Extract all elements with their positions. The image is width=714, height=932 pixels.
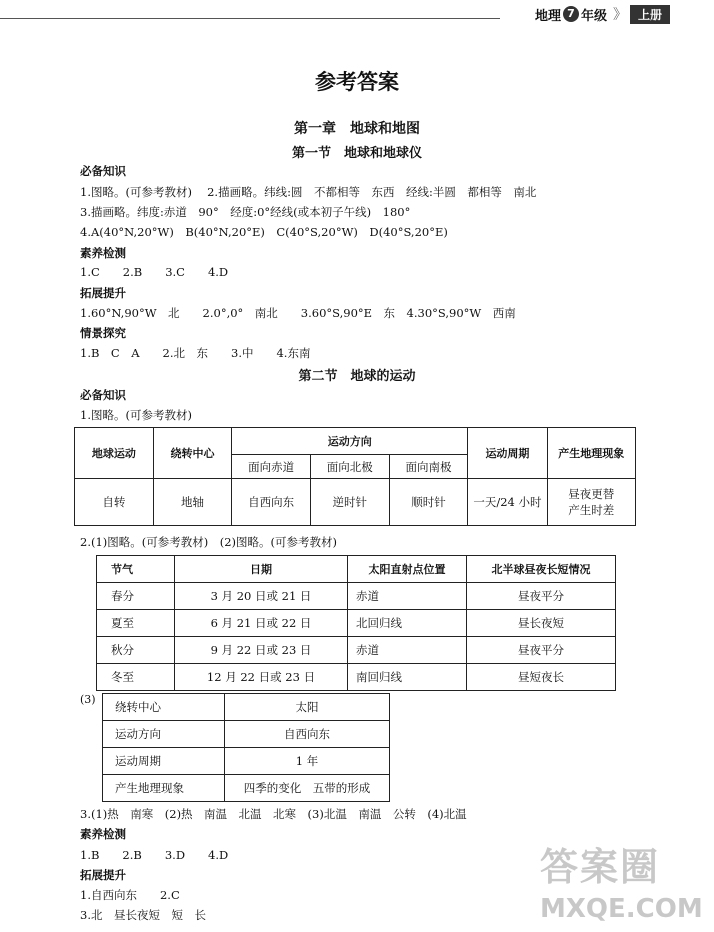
table-cell: 太阳 bbox=[225, 694, 390, 721]
grade-number-badge: 7 bbox=[563, 6, 579, 22]
table-cell: 昼夜平分 bbox=[467, 583, 616, 610]
s2-heading-knowledge: 必备知识 bbox=[80, 388, 126, 402]
s2-answer-line-4: 1.B 2.B 3.D 4.D bbox=[80, 848, 229, 862]
table-cell: 自转 bbox=[75, 479, 154, 526]
s2-answer-line-3: 3.(1)热 南寒 (2)热 南温 北温 北寒 (3)北温 南温 公转 (4)北温 bbox=[80, 807, 467, 821]
table-subheader: 面向南极 bbox=[389, 455, 468, 479]
table-header: 绕转中心 bbox=[153, 428, 232, 479]
s2-heading-check: 素养检测 bbox=[80, 827, 126, 841]
table-row bbox=[97, 610, 616, 637]
s2-answer-line-1: 1.图略。(可参考教材) bbox=[80, 408, 192, 422]
s1-heading-extend: 拓展提升 bbox=[80, 286, 126, 300]
rotation-table bbox=[74, 427, 636, 526]
table-cell: 北回归线 bbox=[348, 610, 467, 637]
table-header: 产生地理现象 bbox=[547, 428, 635, 479]
table-header: 运动周期 bbox=[468, 428, 547, 479]
table-cell: 顺时针 bbox=[389, 479, 468, 526]
table-cell: 9 月 22 日或 23 日 bbox=[175, 637, 348, 664]
table-header: 地球运动 bbox=[75, 428, 154, 479]
table-cell: 逆时针 bbox=[310, 479, 389, 526]
revolution-table bbox=[102, 693, 390, 802]
table-row bbox=[103, 775, 390, 802]
table-subheader: 面向赤道 bbox=[232, 455, 311, 479]
s2-answer-line-5: 1.自西向东 2.C bbox=[80, 888, 180, 902]
table-header: 节气 bbox=[97, 556, 175, 583]
part-3-label: (3) bbox=[80, 693, 96, 706]
section-2-title: 第二节 地球的运动 bbox=[298, 369, 416, 384]
table-cell: 1 年 bbox=[225, 748, 390, 775]
s2-answer-line-2: 2.(1)图略。(可参考教材) (2)图略。(可参考教材) bbox=[80, 535, 337, 549]
table-cell: 赤道 bbox=[348, 583, 467, 610]
table-row bbox=[97, 583, 616, 610]
phenomenon-1: 昼夜更替 bbox=[568, 487, 615, 501]
page-title: 参考答案 bbox=[315, 70, 399, 94]
s1-heading-check: 素养检测 bbox=[80, 246, 126, 260]
table-row bbox=[103, 721, 390, 748]
header-subject: 地理 bbox=[534, 8, 561, 24]
phenomenon-2: 产生时差 bbox=[568, 503, 615, 517]
table-cell: 12 月 22 日或 23 日 bbox=[175, 664, 348, 691]
table-header: 运动方向 bbox=[232, 428, 468, 455]
table-row bbox=[97, 664, 616, 691]
page-header bbox=[535, 4, 670, 24]
table-cell: 夏至 bbox=[97, 610, 175, 637]
table-row bbox=[103, 694, 390, 721]
table-cell: 秋分 bbox=[97, 637, 175, 664]
table-row bbox=[97, 637, 616, 664]
table-cell: 赤道 bbox=[348, 637, 467, 664]
section-1-title: 第一节 地球和地球仪 bbox=[291, 146, 422, 161]
table-cell: 产生地理现象 bbox=[103, 775, 225, 802]
table-cell: 绕转中心 bbox=[103, 694, 225, 721]
watermark-logo: 答案圈 bbox=[540, 845, 661, 889]
s1-answer-line-4: 1.C 2.B 3.C 4.D bbox=[80, 265, 229, 279]
table-header: 太阳直射点位置 bbox=[348, 556, 467, 583]
table-cell: 四季的变化 五带的形成 bbox=[225, 775, 390, 802]
table-cell: 春分 bbox=[97, 583, 175, 610]
table-cell: 昼夜平分 bbox=[467, 637, 616, 664]
table-header: 北半球昼夜长短情况 bbox=[467, 556, 616, 583]
chapter-title: 第一章 地球和地图 bbox=[294, 121, 420, 137]
s1-answer-line-6: 1.B C A 2.北 东 3.中 4.东南 bbox=[80, 346, 311, 360]
table-cell: 昼长夜短 bbox=[467, 610, 616, 637]
header-rule bbox=[0, 18, 500, 19]
table-row bbox=[103, 748, 390, 775]
table-subheader: 面向北极 bbox=[310, 455, 389, 479]
s1-heading-scenario: 情景探究 bbox=[80, 326, 126, 340]
s1-answer-line-5: 1.60°N,90°W 北 2.0°,0° 南北 3.60°S,90°E 东 4.30°S,90°W 西南 bbox=[80, 306, 516, 320]
table-cell: 3 月 20 日或 21 日 bbox=[175, 583, 348, 610]
table-cell: 一天/24 小时 bbox=[468, 479, 547, 526]
s2-answer-line-6: 3.北 昼长夜短 短 长 bbox=[80, 908, 206, 922]
table-cell: 昼短夜长 bbox=[467, 664, 616, 691]
s2-heading-extend: 拓展提升 bbox=[80, 868, 126, 882]
table-cell: 运动方向 bbox=[103, 721, 225, 748]
table-cell: 自西向东 bbox=[232, 479, 311, 526]
table-cell: 地轴 bbox=[153, 479, 232, 526]
table-cell: 运动周期 bbox=[103, 748, 225, 775]
solar-terms-table bbox=[96, 555, 616, 691]
volume-tag: 上册 bbox=[630, 5, 670, 24]
s1-heading-knowledge: 必备知识 bbox=[80, 164, 126, 178]
table-header: 日期 bbox=[175, 556, 348, 583]
table-cell bbox=[547, 479, 635, 526]
table-cell: 冬至 bbox=[97, 664, 175, 691]
table-cell: 南回归线 bbox=[348, 664, 467, 691]
table-cell: 自西向东 bbox=[225, 721, 390, 748]
header-grade: 年级 bbox=[580, 8, 607, 24]
s1-answer-line-3: 4.A(40°N,20°W) B(40°N,20°E) C(40°S,20°W) D(40°S,20°E) bbox=[80, 225, 448, 239]
s1-answer-line-1: 1.图略。(可参考教材) 2.描画略。纬线:圆 不都相等 东西 经线:半圆 都相等 南北 bbox=[80, 185, 537, 199]
double-chevron-icon: 》 bbox=[612, 7, 624, 23]
watermark-url: MXQE.COM bbox=[540, 894, 703, 924]
s1-answer-line-2: 3.描画略。纬度:赤道 90° 经度:0°经线(或本初子午线) 180° bbox=[80, 205, 411, 219]
table-cell: 6 月 21 日或 22 日 bbox=[175, 610, 348, 637]
